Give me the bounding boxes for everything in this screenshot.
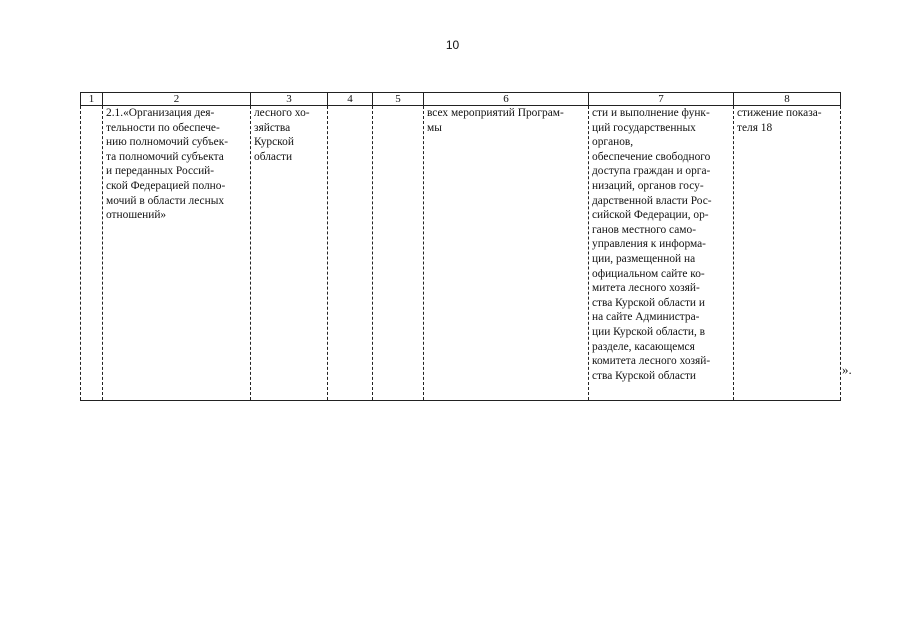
cell-col-4 bbox=[328, 106, 373, 401]
column-header-8: 8 bbox=[734, 93, 841, 106]
page-number: 10 bbox=[445, 38, 460, 52]
cell-col-1 bbox=[81, 106, 103, 401]
column-header-5: 5 bbox=[373, 93, 424, 106]
program-table bbox=[80, 92, 841, 401]
cell-col-2-text: 2.1.«Организация дея- тельности по обеспече- нию полномочий субъек- та полномочий субъекта и переданных Россий- ской Федерацией полно- мочий в области лесных отношений» bbox=[106, 107, 229, 222]
cell-col-7 bbox=[589, 106, 734, 401]
closing-quote-mark: ». bbox=[842, 362, 852, 377]
column-header-6: 6 bbox=[424, 93, 589, 106]
table-row bbox=[81, 106, 841, 401]
cell-col-6-text: всех мероприятий Програм- мы bbox=[427, 107, 564, 134]
column-header-4: 4 bbox=[328, 93, 373, 106]
column-header-3: 3 bbox=[251, 93, 328, 106]
column-header-7: 7 bbox=[589, 93, 734, 106]
cell-col-6 bbox=[424, 106, 589, 401]
table-header-row bbox=[81, 93, 841, 106]
cell-col-7-text: сти и выполнение функ- ций государственных органов, обеспечение свободного доступа граждан и орга- низаций, органов госу- дарственной власти Рос- сийской Федерации, ор- ганов местного само- управления к информа- ции, размещенной на официальном сайте ко- митета лесного хозяй- ства Курской области и на сайте Администра- ции Курской области, в разделе, касающемся комитета лесного хозяй- ства Курской области bbox=[592, 107, 712, 382]
cell-col-5 bbox=[373, 106, 424, 401]
cell-col-3-text: лесного хо- зяйства Курской области bbox=[254, 107, 310, 163]
cell-col-8-text: стижение показа- теля 18 bbox=[737, 107, 822, 134]
column-header-1: 1 bbox=[81, 93, 103, 106]
cell-col-3 bbox=[251, 106, 328, 401]
column-header-2: 2 bbox=[103, 93, 251, 106]
cell-col-2 bbox=[103, 106, 251, 401]
cell-col-8 bbox=[734, 106, 841, 401]
